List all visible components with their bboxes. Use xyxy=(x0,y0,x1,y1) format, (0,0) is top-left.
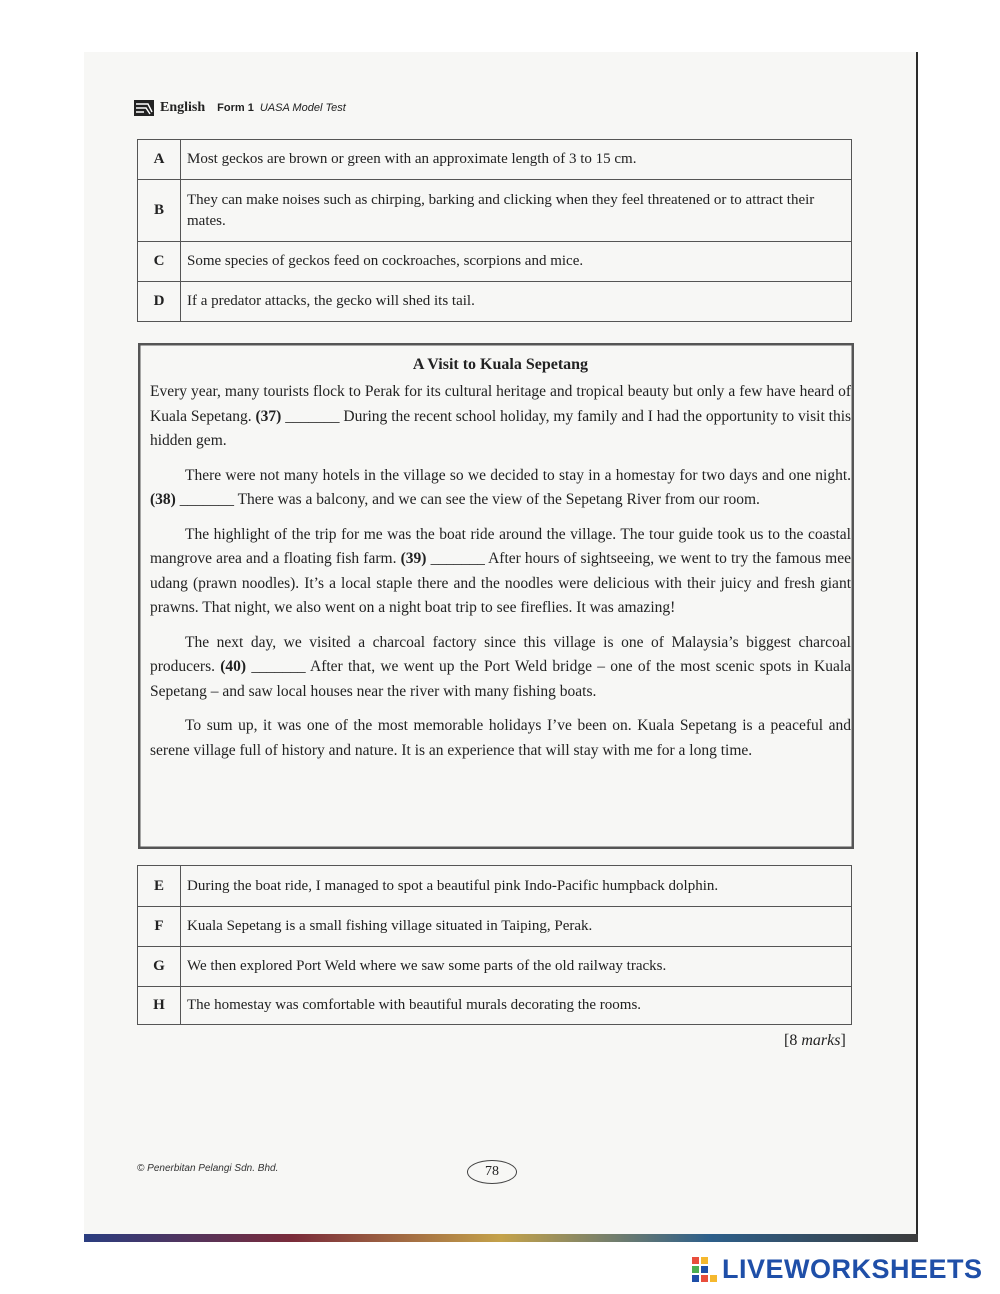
answer-blank-38[interactable]: _______ xyxy=(179,491,234,508)
option-key: C xyxy=(138,242,181,282)
option-row-c xyxy=(138,242,852,282)
option-key: B xyxy=(138,180,181,242)
header-subject: English xyxy=(160,100,206,115)
option-key: D xyxy=(138,282,181,322)
liveworksheets-logo-icon xyxy=(692,1257,718,1283)
options-table-a-d xyxy=(137,139,852,322)
paragraph-text: The next day, we visited a charcoal factory since this village is one of Malaysia’s biggest charcoal producers. xyxy=(150,633,851,675)
book-logo-icon xyxy=(134,100,154,116)
paragraph-text: Every year, many tourists flock to Perak for its cultural heritage and tropical beauty but only a few have heard of Kuala Sepetang. xyxy=(150,383,851,425)
marks-suffix: ] xyxy=(840,1032,846,1049)
total-marks xyxy=(784,1032,846,1050)
option-row-g xyxy=(138,947,852,987)
answer-blank-40[interactable]: _______ xyxy=(251,658,306,675)
option-text: If a predator attacks, the gecko will shed its tail. xyxy=(181,282,852,322)
marks-prefix: [8 xyxy=(784,1032,802,1049)
paragraph-text: There was a balcony, and we can see the view of the Sepetang River from our room. xyxy=(237,491,760,508)
option-text: They can make noises such as chirping, barking and clicking when they feel threatened or to attract their mates. xyxy=(181,180,852,242)
option-row-h xyxy=(138,987,852,1025)
options-table-e-h xyxy=(137,865,852,1025)
option-row-f xyxy=(138,907,852,947)
option-row-b xyxy=(138,180,852,242)
option-row-d xyxy=(138,282,852,322)
liveworksheets-brand[interactable] xyxy=(692,1254,983,1285)
paragraph-text: There were not many hotels in the village so we decided to stay in a homestay for two days and one night. xyxy=(185,466,851,484)
page-bottom-strip xyxy=(84,1234,918,1242)
option-text: During the boat ride, I managed to spot a beautiful pink Indo-Pacific humpback dolphin. xyxy=(181,866,852,907)
question-number-38: (38) xyxy=(150,491,176,508)
answer-blank-37[interactable]: _______ xyxy=(285,407,340,425)
passage-paragraph-2 xyxy=(150,464,851,513)
marks-word: marks xyxy=(801,1032,841,1049)
reading-passage xyxy=(138,343,854,849)
paragraph-text: The highlight of the trip for me was the boat ride around the village. The tour guide took us to the coastal mangrove area and a floating fish farm. xyxy=(150,525,851,567)
passage-title: A Visit to Kuala Sepetang xyxy=(412,356,589,373)
paragraph-text: During the recent school holiday, my family and I had the opportunity to visit this hidden gem. xyxy=(150,407,852,449)
brand-name: LIVEWORKSHEETS xyxy=(722,1254,983,1284)
passage-paragraph-4 xyxy=(150,631,851,705)
option-text: Kuala Sepetang is a small fishing village situated in Taiping, Perak. xyxy=(181,907,852,947)
option-text: We then explored Port Weld where we saw some parts of the old railway tracks. xyxy=(181,947,852,987)
page-number: 78 xyxy=(467,1160,517,1184)
option-text: Most geckos are brown or green with an approximate length of 3 to 15 cm. xyxy=(181,140,852,180)
option-text: The homestay was comfortable with beautiful murals decorating the rooms. xyxy=(181,987,852,1025)
passage-paragraph-5: To sum up, it was one of the most memorable holidays I’ve been on. Kuala Sepetang is a peaceful and serene village full of history and nature. It is an experience that will stay with me for a long time. xyxy=(150,717,851,759)
header-form: Form 1 xyxy=(217,102,254,114)
passage-paragraph-3 xyxy=(150,523,851,621)
page-header xyxy=(134,100,346,116)
paragraph-text: After hours of sightseeing, we went to try the famous mee udang (prawn noodles). It’s a local staple there and the noodles were delicious with their juicy and fresh giant prawns. That night, we also went on a night boat trip to see fireflies. It was amazing! xyxy=(150,550,851,616)
option-key: H xyxy=(138,987,181,1025)
option-key: F xyxy=(138,907,181,947)
publisher-credit: © Penerbitan Pelangi Sdn. Bhd. xyxy=(137,1163,279,1174)
option-key: A xyxy=(138,140,181,180)
question-number-39: (39) xyxy=(400,550,427,567)
question-number-37: (37) xyxy=(255,407,282,425)
option-key: E xyxy=(138,866,181,907)
paragraph-text: After that, we went up the Port Weld bridge – one of the most scenic spots in Kuala Sepetang – and saw local houses near the river with many fishing boats. xyxy=(150,658,852,700)
question-number-40: (40) xyxy=(220,658,247,675)
passage-paragraph-1 xyxy=(150,380,851,454)
option-text: Some species of geckos feed on cockroaches, scorpions and mice. xyxy=(181,242,852,282)
answer-blank-39[interactable]: _______ xyxy=(430,550,485,567)
option-key: G xyxy=(138,947,181,987)
header-test-name: UASA Model Test xyxy=(259,102,346,114)
option-row-a xyxy=(138,140,852,180)
option-row-e xyxy=(138,866,852,907)
